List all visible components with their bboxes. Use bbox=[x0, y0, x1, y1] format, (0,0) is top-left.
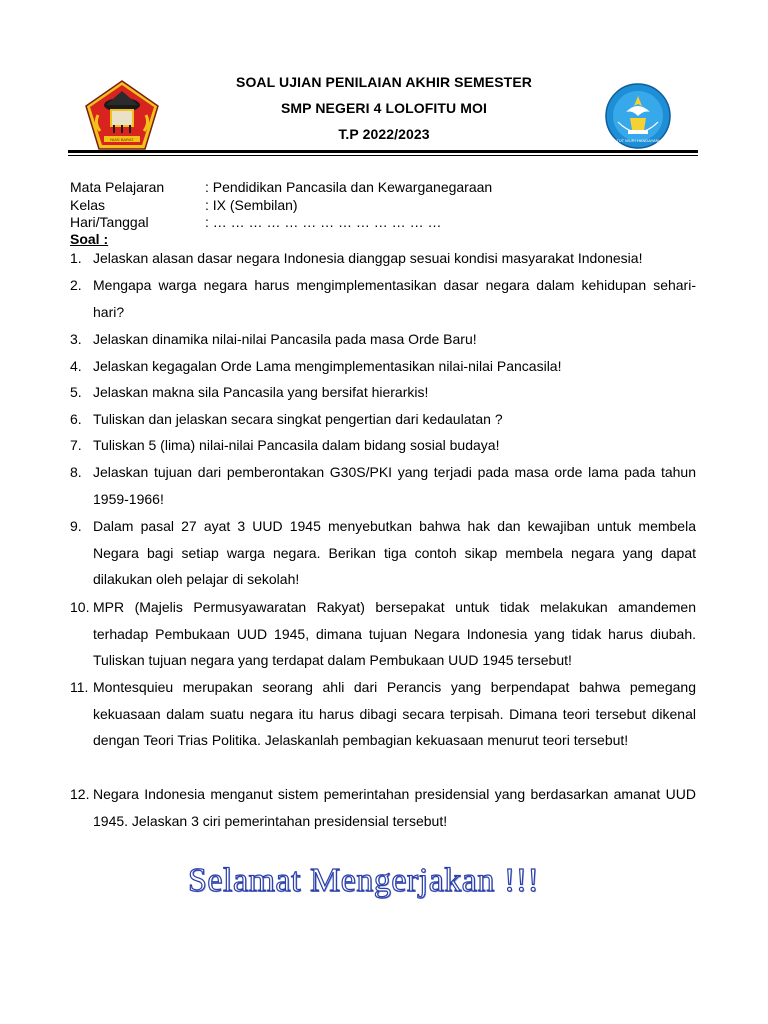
nias-barat-emblem-icon bbox=[84, 79, 160, 151]
question-item bbox=[70, 432, 696, 459]
question-text: Jelaskan tujuan dari pemberontakan G30S/PKI yang terjadi pada masa orde lama pada tahun 1959-1966! bbox=[93, 464, 696, 507]
question-item bbox=[70, 245, 696, 272]
question-item bbox=[70, 459, 696, 512]
question-number: 3. bbox=[70, 331, 82, 347]
school-year: T.P 2022/2023 bbox=[338, 126, 430, 142]
question-number: 2. bbox=[70, 277, 82, 293]
question-text: Jelaskan dinamika nilai-nilai Pancasila pada masa Orde Baru! bbox=[93, 331, 477, 347]
meta-value: : IX (Sembilan) bbox=[205, 197, 298, 213]
question-text: Jelaskan kegagalan Orde Lama mengimplementasikan nilai-nilai Pancasila! bbox=[93, 358, 562, 374]
question-item bbox=[70, 594, 696, 674]
question-text: Mengapa warga negara harus mengimplementasikan dasar negara dalam kehidupan sehari-hari? bbox=[93, 277, 696, 320]
question-item bbox=[70, 406, 696, 433]
question-number: 6. bbox=[70, 411, 82, 427]
question-item bbox=[70, 353, 696, 380]
question-text: Negara Indonesia menganut sistem pemerintahan presidensial yang berdasarkan amanat UUD 1945. Jelaskan 3 ciri pemerintahan presidensial tersebut! bbox=[93, 786, 696, 829]
tut-wuri-handayani-icon bbox=[604, 82, 672, 150]
questions-heading: Soal : bbox=[70, 231, 109, 247]
question-text: Dalam pasal 27 ayat 3 UUD 1945 menyebutkan bahwa hak dan kewajiban untuk membela Negara bagi setiap warga negara. Berikan tiga contoh sikap membela negara yang dapat dilakukan oleh pelajar di sekolah! bbox=[93, 518, 696, 587]
meta-label: Kelas bbox=[70, 197, 106, 213]
question-item bbox=[70, 379, 696, 406]
question-text: Jelaskan alasan dasar negara Indonesia dianggap sesuai kondisi masyarakat Indonesia! bbox=[93, 250, 643, 266]
question-item bbox=[70, 674, 696, 754]
question-text: Montesquieu merupakan seorang ahli dari Perancis yang berpendapat bahwa pemegang kekuasaan dalam suatu negara itu harus dibagi secara terpisah. Dimana teori tersebut dikenal dengan Teori Trias Politika. Jelaskanlah pembagian kekuasaan menurut teori tersebut! bbox=[93, 679, 696, 748]
question-number: 1. bbox=[70, 250, 82, 266]
meta-value: : … … … … … … … … … … … … … bbox=[205, 214, 442, 230]
question-number: 4. bbox=[70, 358, 82, 374]
question-number: 10. bbox=[70, 599, 90, 615]
question-text: Tuliskan dan jelaskan secara singkat pengertian dari kedaulatan ? bbox=[93, 411, 503, 427]
question-item bbox=[70, 326, 696, 353]
question-item bbox=[70, 513, 696, 593]
question-number: 9. bbox=[70, 518, 82, 534]
meta-label: Hari/Tanggal bbox=[70, 214, 149, 230]
meta-value: : Pendidikan Pancasila dan Kewarganegaraan bbox=[205, 179, 493, 195]
meta-label: Mata Pelajaran bbox=[70, 179, 165, 195]
left-logo-caption: NIAS BARAT bbox=[110, 137, 134, 142]
header-divider-thin bbox=[68, 155, 698, 156]
question-number: 8. bbox=[70, 464, 82, 480]
question-text: MPR (Majelis Permusyawaratan Rakyat) bersepakat untuk tidak melakukan amandemen terhadap Pembukaan UUD 1945, dimana tujuan Negara Indonesia yang tidak harus diubah. Tuliskan tujuan negara yang terdapat dalam Pembukaan UUD 1945 tersebut! bbox=[93, 599, 696, 668]
exam-title: SOAL UJIAN PENILAIAN AKHIR SEMESTER bbox=[236, 74, 532, 90]
question-number: 5. bbox=[70, 384, 82, 400]
question-text: Tuliskan 5 (lima) nilai-nilai Pancasila dalam bidang sosial budaya! bbox=[93, 437, 500, 453]
closing-message: Selamat Mengerjakan !!! bbox=[188, 862, 540, 899]
right-logo-caption: TUT WURI HANDAYANI bbox=[616, 138, 660, 143]
question-number: 7. bbox=[70, 437, 82, 453]
question-number: 11. bbox=[70, 679, 89, 695]
question-item bbox=[70, 781, 696, 834]
question-item bbox=[70, 272, 696, 325]
question-text: Jelaskan makna sila Pancasila yang bersifat hierarkis! bbox=[93, 384, 429, 400]
header-divider-thick bbox=[68, 150, 698, 153]
school-name: SMP NEGERI 4 LOLOFITU MOI bbox=[280, 100, 488, 116]
question-number: 12. bbox=[70, 786, 90, 802]
